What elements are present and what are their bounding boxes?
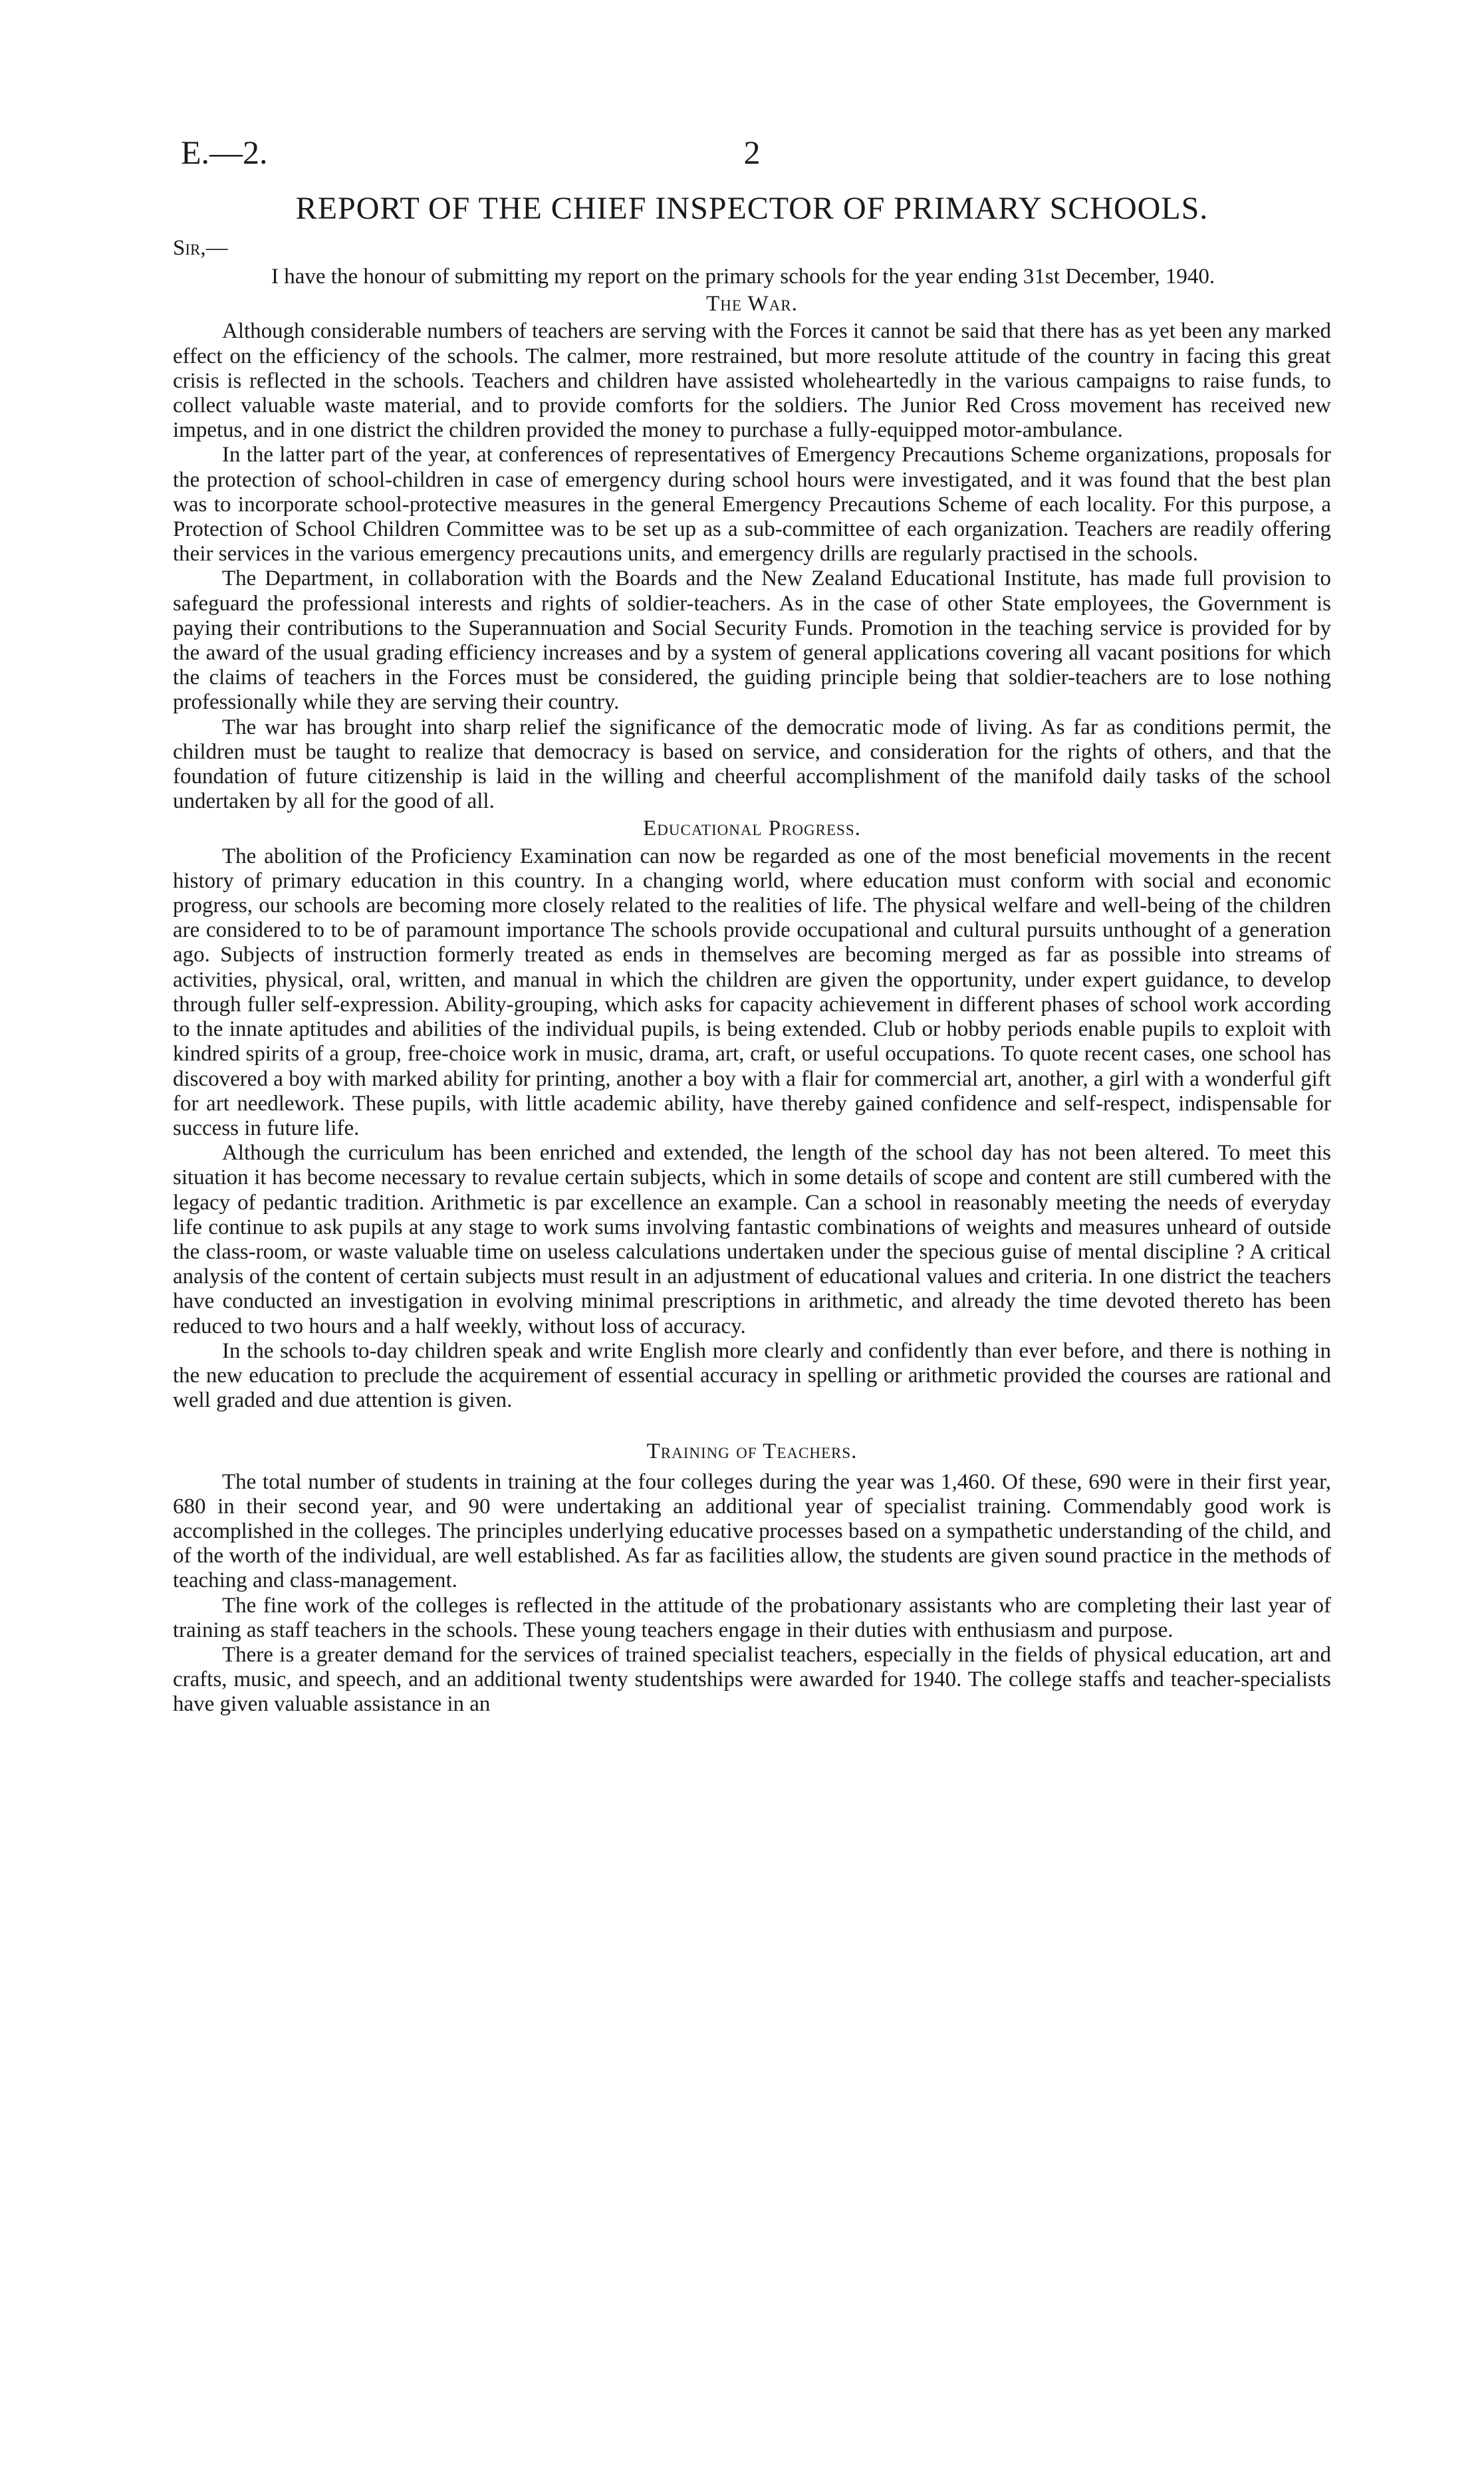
- section-heading-training-of-teachers: Training of Teachers.: [646, 1439, 858, 1464]
- paragraph: In the schools to-day children speak and write English more clearly and confidently than ever before, and there is nothing in the new education to preclude the acquirement of essential accuracy in spelling or arithmetic provided the courses are rational and well graded and due attention is given.: [173, 1338, 1331, 1413]
- paragraph: The war has brought into sharp relief the significance of the democratic mode of living. As far as conditions permit, the children must be taught to realize that democracy is based on service, and consideration for the rights of others, and that the foundation of future citizenship is laid in the willing and cheerful accomplishment of the manifold daily tasks of the school undertaken by all for the good of all.: [173, 715, 1331, 814]
- paragraph: In the latter part of the year, at conferences of representatives of Emergency Precautions Scheme organizations, proposals for the protection of school-children in case of emergency during school hours were investigated, and it was found that the best plan was to incorporate school-protective measures in the general Emergency Precautions Scheme of each locality. For this purpose, a Protection of School Children Committee was to be set up as a sub-committee of each organization. Teachers are readily offering their services in the various emergency precautions units, and emergency drills are regularly practised in the schools.: [173, 443, 1331, 566]
- salutation: Sir,—: [173, 236, 228, 260]
- page-number: 2: [743, 134, 761, 171]
- paragraph: The total number of students in training at the four colleges during the year was 1,460. Of these, 690 were in their first year, 680 in their second year, and 90 were undertaking an additional year of specialist training. Commendably good work is accomplished in the colleges. The principles underlying educative processes based on a sympathetic understanding of the child, and of the worth of the individual, are well established. As far as facilities allow, the students are given sound practice in the methods of teaching and class-management.: [173, 1469, 1331, 1593]
- paragraph: Although the curriculum has been enriched and extended, the length of the school day has not been altered. To meet this situation it has become necessary to revalue certain subjects, which in some details of scope and content are still cumbered with the legacy of pedantic tradition. Arithmetic is par excellence an example. Can a school in reasonably meeting the needs of everyday life continue to ask pupils at any stage to work sums involving fantastic combinations of weights and measures unheard of outside the class-room, or waste valuable time on useless calculations undertaken under the specious guise of mental discipline ? A critical analysis of the content of certain subjects must result in an adjustment of educational values and criteria. In one district the teachers have conducted an investigation in evolving minimal prescriptions in arithmetic, and already the time devoted thereto has been reduced to two hours and a half weekly, without loss of accuracy.: [173, 1141, 1331, 1338]
- page-header: [173, 133, 1331, 186]
- section-heading-the-war: The War.: [706, 292, 798, 316]
- paragraph: The abolition of the Proficiency Examination can now be regarded as one of the most beneficial movements in the recent history of primary education in this country. In a changing world, where education must conform with social and economic progress, our schools are becoming more closely related to the realities of life. The physical welfare and well-being of the children are considered to to be of paramount importance The schools provide occupational and cultural pursuits unthought of a generation ago. Subjects of instruction formerly treated as ends in themselves are becoming merged as far as possible into streams of activities, physical, oral, written, and manual in which the children are given the opportunity, under expert guidance, to develop through fuller self-expression. Ability-grouping, which asks for capacity achievement in different phases of school work according to the innate aptitudes and abilities of the individual pupils, is being extended. Club or hobby periods enable pupils to exploit with kindred spirits of a group, free-choice work in music, drama, art, craft, or useful occupations. To quote recent cases, one school has discovered a boy with marked ability for printing, another a boy with a flair for commercial art, another, a girl with a wonderful gift for art needlework. These pupils, with little academic ability, have thereby gained confidence and self-respect, indispensable for success in future life.: [173, 844, 1331, 1140]
- document-reference: E.—2.: [181, 134, 268, 171]
- report-title: REPORT OF THE CHIEF INSPECTOR OF PRIMARY SCHOOLS.: [295, 191, 1209, 226]
- document-page: [173, 133, 1331, 1717]
- report-body: [173, 265, 1331, 1717]
- section-heading-educational-progress: Educational Progress.: [643, 816, 861, 841]
- paragraph: The fine work of the colleges is reflected in the attitude of the probationary assistants who are completing their last year of training as staff teachers in the schools. These young teachers engage in their duties with enthusiasm and purpose.: [173, 1593, 1331, 1642]
- paragraph: Although considerable numbers of teachers are serving with the Forces it cannot be said that there has as yet been any marked effect on the efficiency of the schools. The calmer, more restrained, but more resolute attitude of the country in facing this great crisis is reflected in the schools. Teachers and children have assisted wholeheartedly in the various campaigns to raise funds, to collect valuable waste material, and to provide comforts for the soldiers. The Junior Red Cross movement has received new impetus, and in one district the children provided the money to purchase a fully-equipped motor-ambulance.: [173, 319, 1331, 443]
- intro-paragraph: I have the honour of submitting my report on the primary schools for the year ending 31st December, 1940.: [271, 265, 1215, 289]
- paragraph: The Department, in collaboration with the Boards and the New Zealand Educational Institute, has made full provision to safeguard the professional interests and rights of soldier-teachers. As in the case of other State employees, the Government is paying their contributions to the Superannuation and Social Security Funds. Promotion in the teaching service is provided for by the award of the usual grading efficiency increases and by a system of general applications covering all vacant positions for which the claims of teachers in the Forces must be considered, the guiding principle being that soldier-teachers are to lose nothing professionally while they are serving their country.: [173, 566, 1331, 715]
- paragraph: There is a greater demand for the services of trained specialist teachers, especially in the fields of physical education, art and crafts, music, and speech, and an additional twenty studentships were awarded for 1940. The college staffs and teacher-specialists have given valuable assistance in an: [173, 1642, 1331, 1717]
